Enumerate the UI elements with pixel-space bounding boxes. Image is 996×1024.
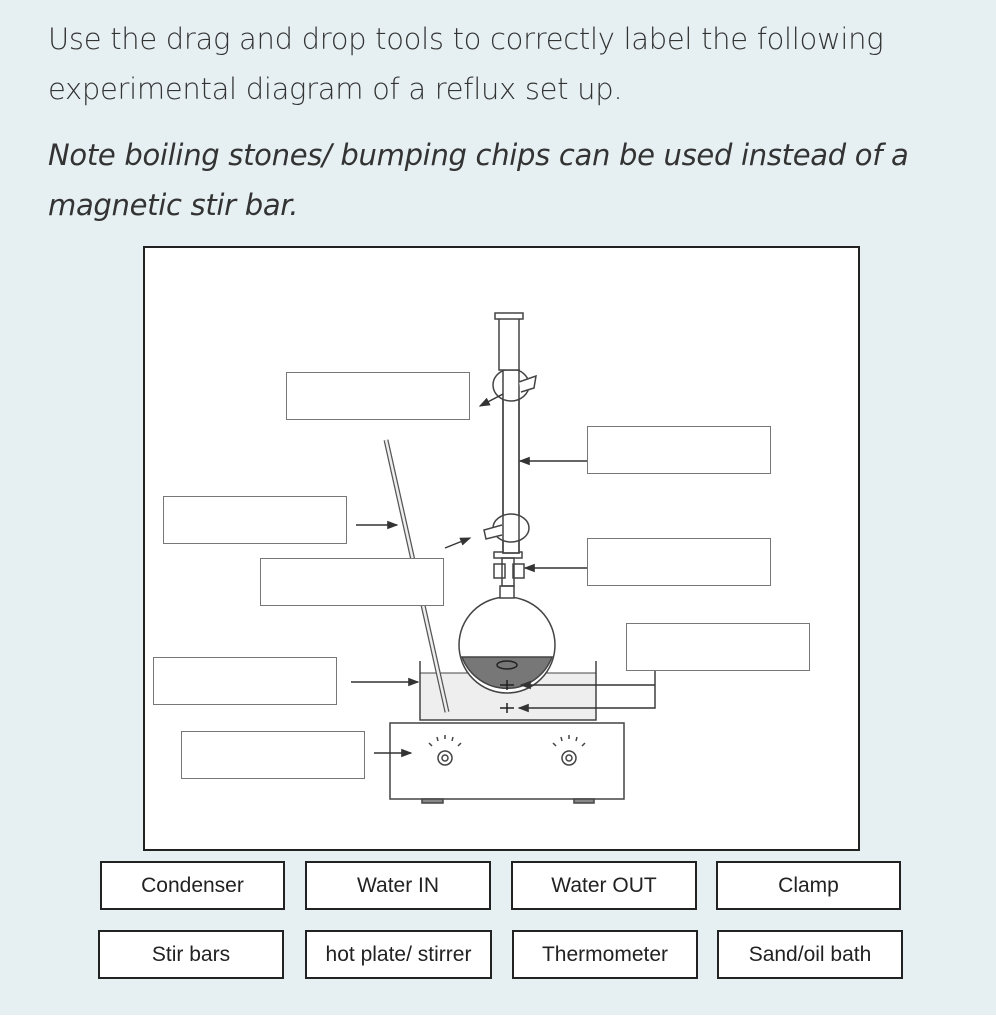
note-line-1: Note boiling stones/ bumping chips can be used instead of a xyxy=(48,138,909,172)
tile-clamp[interactable]: Clamp xyxy=(716,861,901,910)
drop-zone-thermometer[interactable] xyxy=(163,496,347,544)
tile-water-out[interactable]: Water OUT xyxy=(511,861,697,910)
tile-stir-bars[interactable]: Stir bars xyxy=(98,930,284,979)
note-line-2: magnetic stir bar. xyxy=(48,188,299,222)
tile-water-in[interactable]: Water IN xyxy=(305,861,491,910)
tile-sand-oil-bath[interactable]: Sand/oil bath xyxy=(717,930,903,979)
drop-zone-clamp[interactable] xyxy=(587,538,771,586)
drop-zone-water-out[interactable] xyxy=(286,372,470,420)
tile-condenser[interactable]: Condenser xyxy=(100,861,285,910)
drop-zone-water-in[interactable] xyxy=(260,558,444,606)
tile-thermometer[interactable]: Thermometer xyxy=(512,930,698,979)
drop-zone-bath[interactable] xyxy=(153,657,337,705)
drop-zone-hot-plate[interactable] xyxy=(181,731,365,779)
tile-hot-plate-stirrer[interactable]: hot plate/ stirrer xyxy=(305,930,492,979)
drop-zone-condenser[interactable] xyxy=(587,426,771,474)
instruction-line-1: Use the drag and drop tools to correctly label the following xyxy=(48,22,884,56)
drop-zone-stir-bars[interactable] xyxy=(626,623,810,671)
instruction-line-2: experimental diagram of a reflux set up. xyxy=(48,72,623,106)
